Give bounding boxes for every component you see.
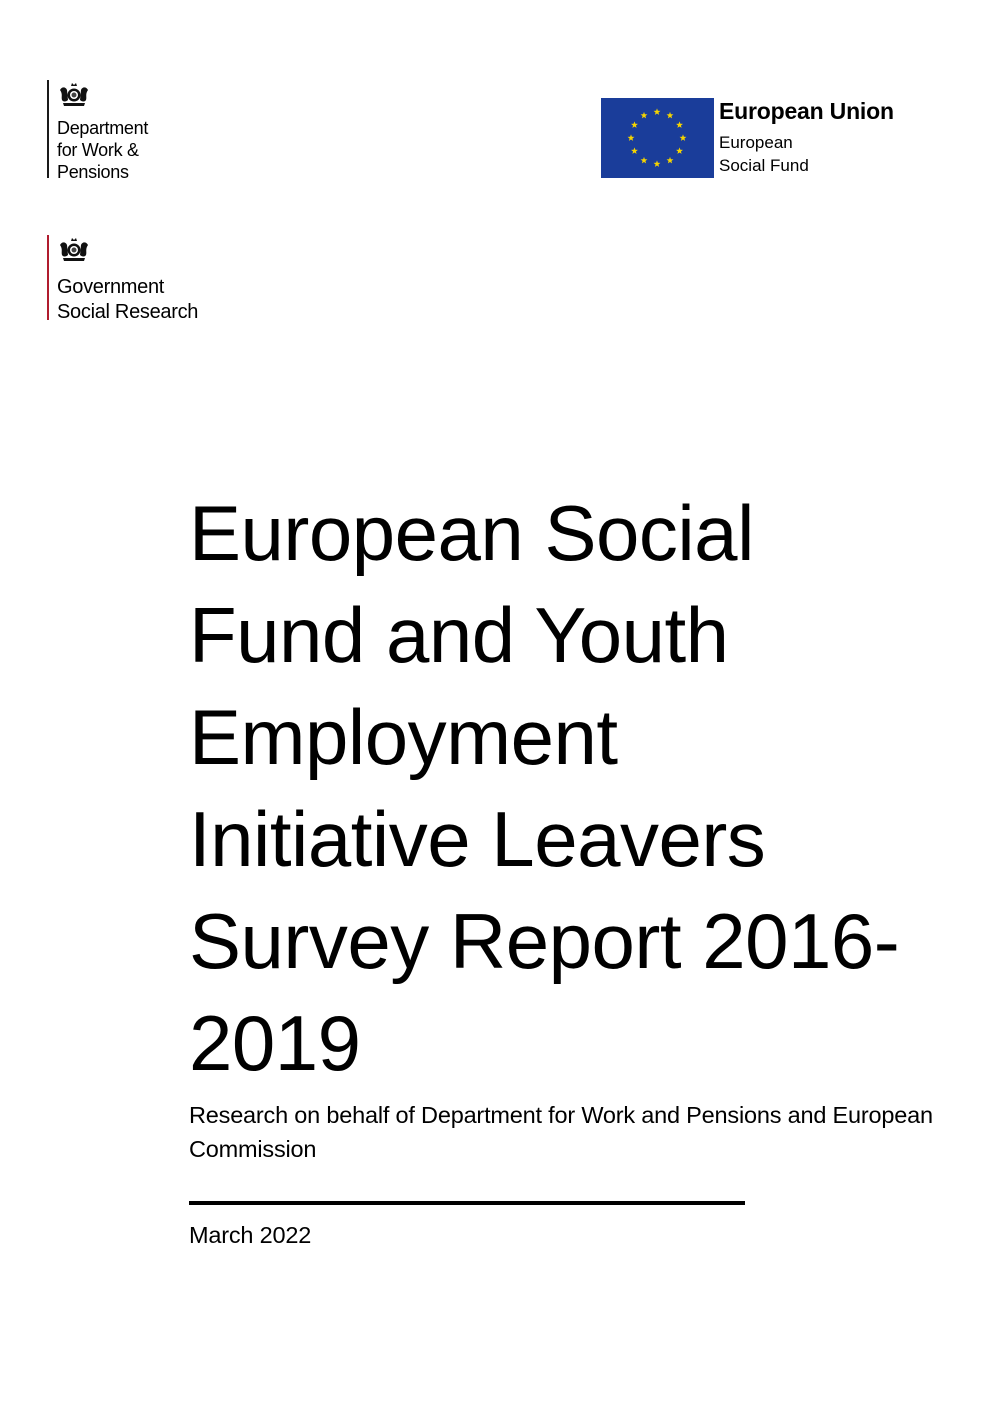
eu-logo-subtitle	[719, 131, 809, 177]
gsr-logo-text	[57, 275, 198, 325]
document-title	[189, 482, 949, 1094]
gsr-logo-line: Government	[57, 276, 165, 298]
dwp-logo-text	[57, 117, 148, 183]
publication-date: March 2022	[189, 1222, 312, 1248]
eu-logo-subtitle-line: European	[719, 133, 793, 152]
document-subtitle: Research on behalf of Department for Work and Pensions and European Commission	[189, 1102, 933, 1162]
title-line: Employment	[189, 693, 618, 781]
gsr-logo	[47, 235, 227, 323]
gsr-logo-line: Social Research	[57, 301, 199, 323]
logo-divider-bar	[47, 80, 49, 178]
royal-coat-of-arms-icon	[57, 80, 91, 110]
horizontal-rule	[189, 1201, 745, 1205]
eu-flag-icon	[601, 98, 714, 178]
eu-esf-logo	[601, 98, 931, 180]
eu-logo-title: European Union	[719, 98, 894, 124]
title-line: 2019	[189, 999, 361, 1087]
title-line: Initiative Leavers	[189, 795, 766, 883]
dwp-logo-line: Department	[57, 118, 149, 138]
title-line: European Social	[189, 489, 754, 577]
logo-divider-bar	[47, 235, 49, 320]
title-line: Survey Report 2016-	[189, 897, 900, 985]
royal-coat-of-arms-icon	[57, 235, 91, 265]
dwp-logo-line: for Work &	[57, 140, 139, 160]
dwp-logo	[47, 80, 177, 180]
eu-logo-subtitle-line: Social Fund	[719, 156, 809, 175]
dwp-logo-line: Pensions	[57, 162, 129, 182]
title-line: Fund and Youth	[189, 591, 729, 679]
